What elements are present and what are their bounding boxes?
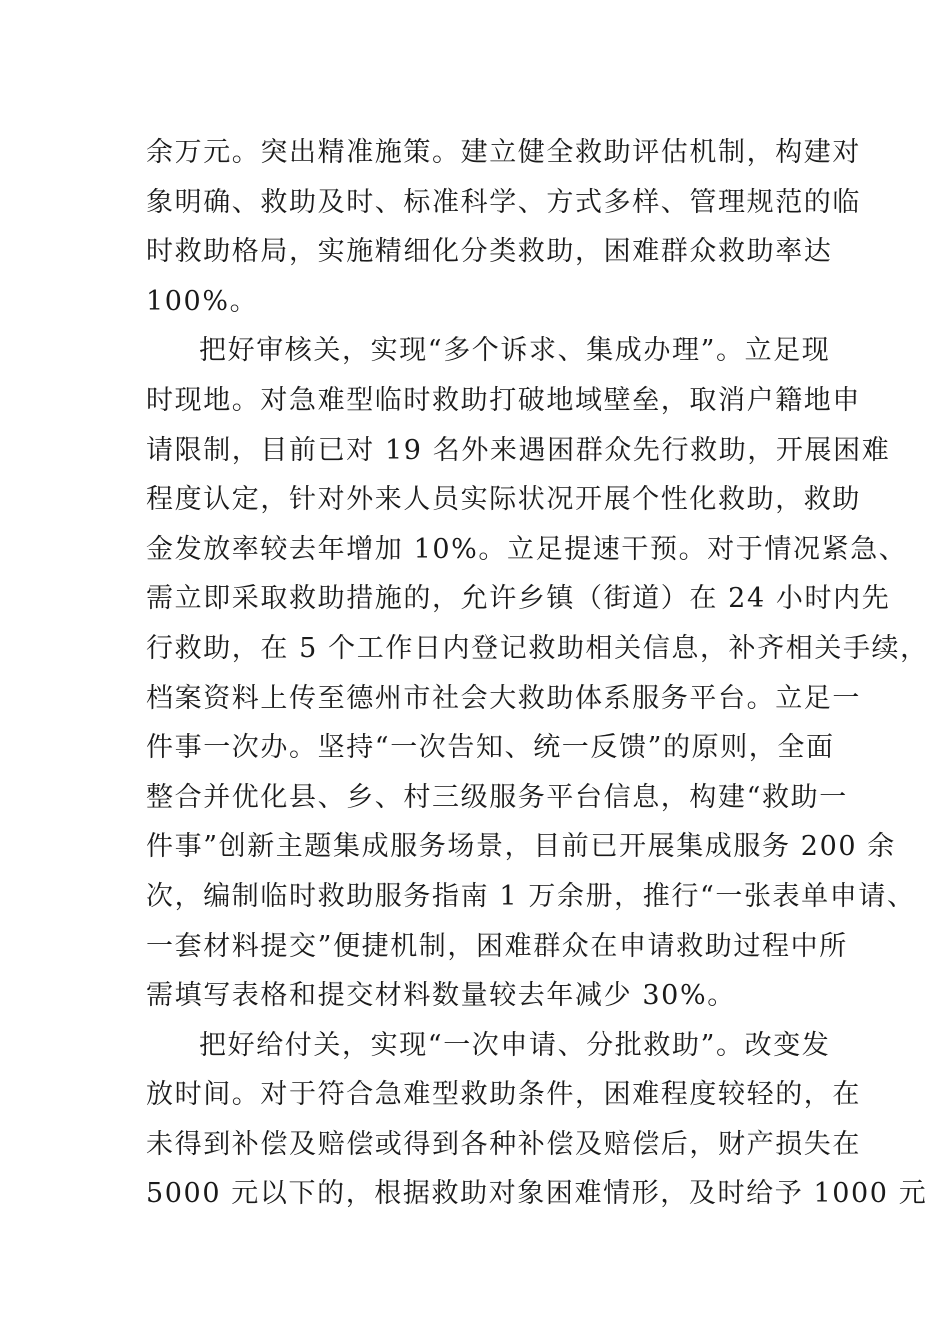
text-line: 需立即采取救助措施的，允许乡镇（街道）在 24 小时内先 bbox=[146, 583, 891, 615]
text-line: 请限制，目前已对 19 名外来遇困群众先行救助，开展困难 bbox=[146, 434, 891, 466]
text-line: 行救助，在 5 个工作日内登记救助相关信息，补齐相关手续， bbox=[146, 632, 929, 664]
text-line: 需填写表格和提交材料数量较去年减少 30%。 bbox=[146, 980, 736, 1012]
text-line: 金发放率较去年增加 10%。立足提速干预。对于情况紧急、 bbox=[146, 533, 908, 565]
text-line: 程度认定，针对外来人员实际状况开展个性化救助，救助 bbox=[146, 484, 861, 516]
paragraph-first-line: 把好审核关，实现“多个诉求、集成办理”。立足现 bbox=[199, 335, 831, 367]
text-line: 100%。 bbox=[146, 285, 259, 317]
text-line: 次，编制临时救助服务指南 1 万余册，推行“一张表单申请、 bbox=[146, 880, 916, 912]
text-line: 一套材料提交”便捷机制，困难群众在申请救助过程中所 bbox=[146, 930, 848, 962]
text-line: 件事”创新主题集成服务场景，目前已开展集成服务 200 余 bbox=[146, 831, 896, 863]
text-line: 整合并优化县、乡、村三级服务平台信息，构建“救助一 bbox=[146, 781, 848, 813]
text-line: 5000 元以下的，根据救助对象困难情形，及时给予 1000 元 bbox=[146, 1178, 928, 1210]
text-line: 时现地。对急难型临时救助打破地域壁垒，取消户籍地申 bbox=[146, 384, 861, 416]
text-line: 档案资料上传至德州市社会大救助体系服务平台。立足一 bbox=[146, 682, 861, 714]
text-line: 时救助格局，实施精细化分类救助，困难群众救助率达 bbox=[146, 236, 833, 268]
document-body bbox=[146, 128, 929, 1219]
text-line: 件事一次办。坚持“一次告知、统一反馈”的原则，全面 bbox=[146, 732, 835, 764]
text-line: 未得到补偿及赔偿或得到各种补偿及赔偿后，财产损失在 bbox=[146, 1128, 861, 1160]
text-line: 象明确、救助及时、标准科学、方式多样、管理规范的临 bbox=[146, 186, 861, 218]
text-line: 余万元。突出精准施策。建立健全救助评估机制，构建对 bbox=[146, 137, 861, 168]
paragraph-first-line: 把好给付关，实现“一次申请、分批救助”。改变发 bbox=[199, 1029, 831, 1061]
text-line: 放时间。对于符合急难型救助条件，困难程度较轻的，在 bbox=[146, 1079, 861, 1111]
